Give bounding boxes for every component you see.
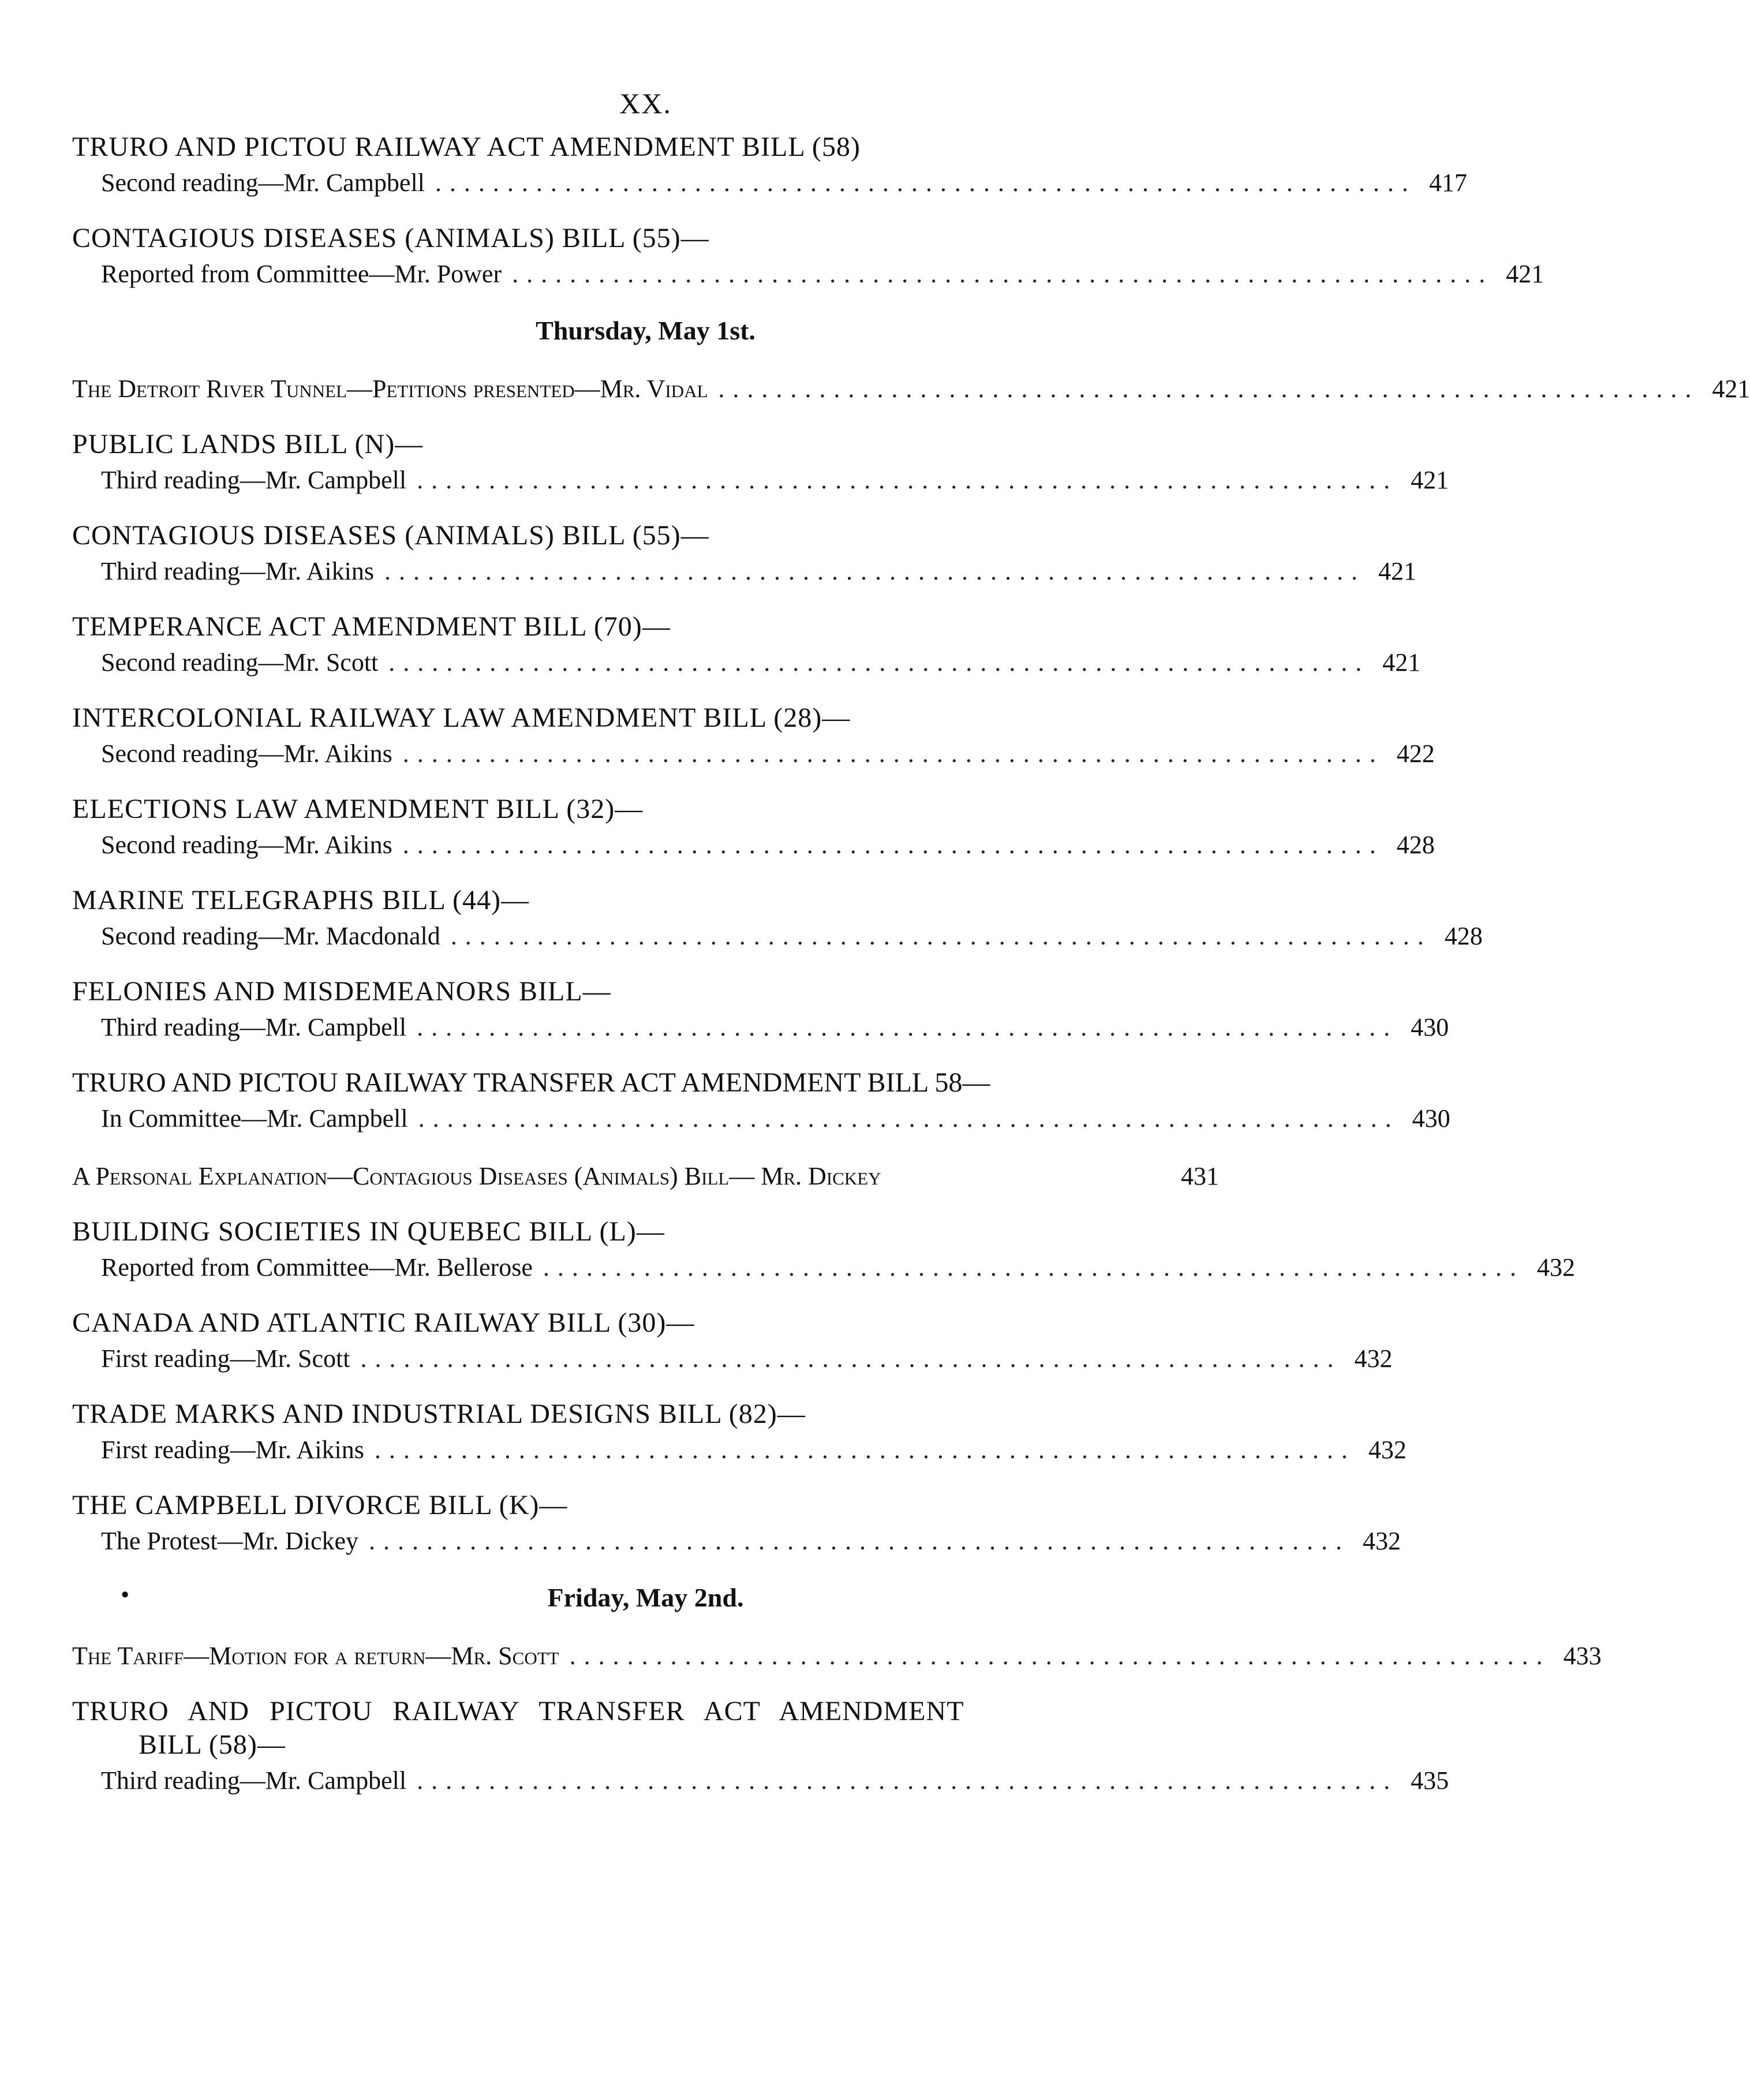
day-heading xyxy=(72,1582,1219,1613)
proceeding-desc: The Tariff—Motion for a return—Mr. Scott xyxy=(72,1642,559,1670)
index-entry xyxy=(72,1397,1407,1469)
bill-title xyxy=(72,1695,1219,1762)
proceeding-line xyxy=(72,1762,1449,1800)
proceeding-desc: A Personal Explanation—Contagious Diseases (Animals) Bill— Mr. Dickey xyxy=(72,1162,881,1190)
page-ref: 433 xyxy=(1563,1642,1602,1670)
proceeding-desc: Second reading—Mr. Campbell xyxy=(101,169,425,197)
page-ref: 421 xyxy=(1712,375,1750,403)
dot-leader: .................................................................... xyxy=(718,375,1700,403)
proceeding-desc: Second reading—Mr. Macdonald xyxy=(101,922,440,950)
index-entry xyxy=(72,884,1483,955)
proceeding-line xyxy=(72,1249,1575,1287)
dot-leader: .................................................................... xyxy=(418,1104,1400,1133)
page-ref: 428 xyxy=(1444,922,1483,950)
dot-leader: .................................................................... xyxy=(569,1642,1551,1670)
page-ref: 432 xyxy=(1363,1527,1401,1555)
proceeding-desc: In Committee—Mr. Campbell xyxy=(101,1104,408,1133)
index-entry xyxy=(72,975,1449,1047)
bill-title: MARINE TELEGRAPHS BILL (44)— xyxy=(72,885,529,916)
bill-title: TEMPERANCE ACT AMENDMENT BILL (70)— xyxy=(72,611,671,642)
page-ref: 422 xyxy=(1396,739,1435,768)
proceeding-line xyxy=(72,1157,1219,1195)
bill-title: CONTAGIOUS DISEASES (ANIMALS) BILL (55)— xyxy=(72,520,709,551)
page-ref: 431 xyxy=(1181,1162,1219,1190)
dot-leader: .................................................................... xyxy=(435,169,1416,197)
bill-title-line: TRURO AND PICTOU RAILWAY TRANSFER ACT AMENDMENT xyxy=(72,1696,964,1727)
index-entry xyxy=(72,1157,1219,1195)
bill-title: BUILDING SOCIETIES IN QUEBEC BILL (L)— xyxy=(72,1216,665,1247)
dot-leader: .................................................................... xyxy=(450,922,1432,950)
dot-leader: .................................................................... xyxy=(543,1253,1524,1281)
page-ref: 421 xyxy=(1378,557,1416,585)
bill-title: TRADE MARKS AND INDUSTRIAL DESIGNS BILL (82)— xyxy=(72,1399,806,1429)
dot-leader: .................................................................... xyxy=(384,557,1366,585)
dot-leader: .................................................................... xyxy=(417,466,1398,494)
index-entry xyxy=(72,1215,1575,1287)
dot-leader: .................................................................... xyxy=(417,1013,1398,1041)
index-entry xyxy=(72,130,1467,202)
index-entry xyxy=(72,701,1435,773)
page-ref: 432 xyxy=(1536,1253,1575,1281)
page-ref: 417 xyxy=(1429,169,1467,197)
dot-leader: .................................................................... xyxy=(402,739,1384,768)
proceeding-desc: Third reading—Mr. Campbell xyxy=(101,466,407,494)
bullet-mark: • xyxy=(121,1583,129,1607)
page-ref: 428 xyxy=(1396,831,1435,859)
index-entry xyxy=(72,519,1416,591)
index-entry xyxy=(72,793,1435,864)
dot-leader: .................................................................... xyxy=(360,1344,1342,1373)
bill-title: TRURO AND PICTOU RAILWAY TRANSFER ACT AMENDMENT BILL 58— xyxy=(72,1067,990,1098)
bill-title: FELONIES AND MISDEMEANORS BILL— xyxy=(72,976,611,1007)
proceeding-desc: The Protest—Mr. Dickey xyxy=(101,1527,359,1555)
proceeding-desc: Reported from Committee—Mr. Bellerose xyxy=(101,1253,533,1281)
proceeding-line xyxy=(72,735,1435,773)
dot-leader: .................................................................... xyxy=(417,1766,1398,1795)
proceeding-line xyxy=(72,1431,1407,1469)
bill-title-continuation: BILL (58)— xyxy=(139,1729,286,1760)
proceeding-desc: Third reading—Mr. Aikins xyxy=(101,557,374,585)
proceeding-line xyxy=(72,1100,1450,1138)
dot-leader: .................................................................... xyxy=(512,260,1494,288)
index-entry xyxy=(72,1695,1449,1800)
proceeding-desc: Second reading—Mr. Aikins xyxy=(101,739,392,768)
index-entry xyxy=(72,1489,1401,1560)
proceeding-line xyxy=(72,644,1421,682)
page-ref: 430 xyxy=(1411,1013,1449,1041)
page-ref: 435 xyxy=(1411,1766,1449,1795)
proceeding-line xyxy=(72,370,1750,408)
index-entry xyxy=(72,1637,1602,1675)
bill-title: THE CAMPBELL DIVORCE BILL (K)— xyxy=(72,1490,568,1520)
proceeding-desc: The Detroit River Tunnel—Petitions presented—Mr. Vidal xyxy=(72,375,708,403)
day-heading-text: Friday, May 2nd. xyxy=(547,1583,744,1612)
bill-title: PUBLIC LANDS BILL (N)— xyxy=(72,429,424,459)
day-heading: Thursday, May 1st. xyxy=(536,316,756,345)
index-entry xyxy=(72,1066,1450,1138)
dot-leader: .................................................................... xyxy=(402,831,1384,859)
dot-leader: .................................................................... xyxy=(388,648,1370,677)
page-ref: 421 xyxy=(1506,260,1545,288)
page-ref: 432 xyxy=(1354,1344,1393,1373)
page-ref: 421 xyxy=(1411,466,1449,494)
proceeding-desc: Reported from Committee—Mr. Power xyxy=(101,260,502,288)
proceeding-line xyxy=(72,552,1416,591)
proceeding-desc: First reading—Mr. Scott xyxy=(101,1344,350,1373)
page-ref: 432 xyxy=(1368,1436,1407,1464)
proceeding-desc: Third reading—Mr. Campbell xyxy=(101,1766,407,1795)
bill-title: CONTAGIOUS DISEASES (ANIMALS) BILL (55)— xyxy=(72,223,709,253)
proceeding-line xyxy=(72,1008,1449,1047)
page-ref: 430 xyxy=(1412,1104,1450,1133)
proceeding-desc: Third reading—Mr. Campbell xyxy=(101,1013,407,1041)
dot-leader: .................................................................... xyxy=(374,1436,1356,1464)
proceeding-line xyxy=(72,1340,1393,1378)
proceeding-line xyxy=(72,917,1483,955)
proceeding-desc: Second reading—Mr. Aikins xyxy=(101,831,392,859)
bill-title: TRURO AND PICTOU RAILWAY ACT AMENDMENT BILL (58) xyxy=(72,132,861,162)
bill-title: ELECTIONS LAW AMENDMENT BILL (32)— xyxy=(72,794,644,824)
proceeding-desc: Second reading—Mr. Scott xyxy=(101,648,379,677)
index-entry xyxy=(72,610,1421,682)
bill-title: CANADA AND ATLANTIC RAILWAY BILL (30)— xyxy=(72,1307,695,1338)
index-entry xyxy=(72,428,1449,499)
index-entry xyxy=(72,222,1545,293)
proceeding-line xyxy=(72,255,1545,293)
index-entry xyxy=(72,1306,1393,1378)
index-entry xyxy=(72,370,1750,408)
proceeding-line xyxy=(72,1522,1401,1560)
proceeding-desc: First reading—Mr. Aikins xyxy=(101,1436,364,1464)
proceeding-line xyxy=(72,1637,1602,1675)
page-number: XX. xyxy=(619,87,672,119)
page-ref: 421 xyxy=(1382,648,1421,677)
proceeding-line xyxy=(72,826,1435,864)
dot-leader: .................................................................... xyxy=(369,1527,1351,1555)
proceeding-line xyxy=(72,164,1467,202)
proceeding-line xyxy=(72,461,1449,499)
bill-title: INTERCOLONIAL RAILWAY LAW AMENDMENT BILL (28)— xyxy=(72,703,851,733)
